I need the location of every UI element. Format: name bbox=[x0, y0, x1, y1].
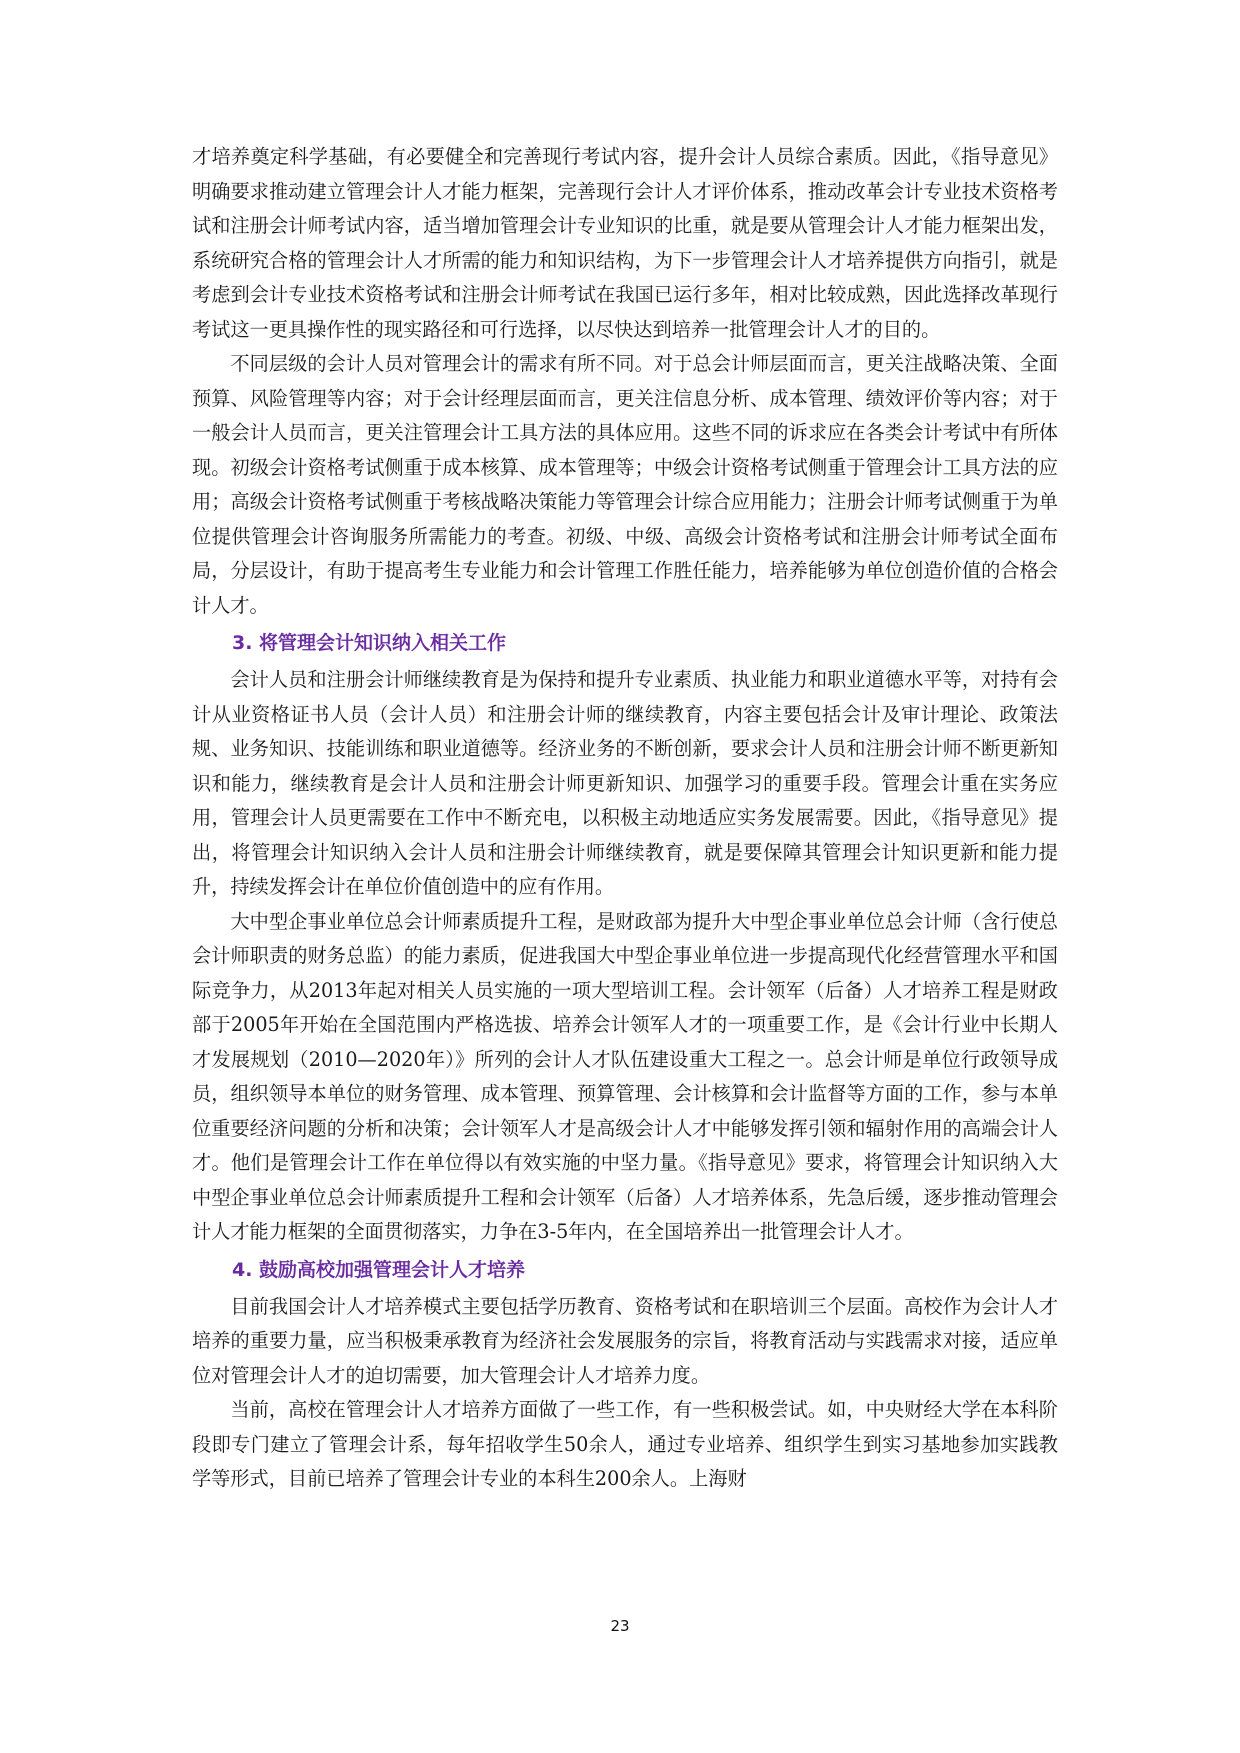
page-number: 23 bbox=[610, 1617, 630, 1635]
paragraph: 当前，高校在管理会计人才培养方面做了一些工作，有一些积极尝试。如，中央财经大学在本科阶段即专门建立了管理会计系，每年招收学生50余人，通过专业培养、组织学生到实习基地参加实践教学等形式，目前已培养了管理会计专业的本科生200余人。上海财 bbox=[192, 1398, 1058, 1490]
document-body bbox=[192, 140, 1058, 1497]
paragraph: 才培养奠定科学基础，有必要健全和完善现行考试内容，提升会计人员综合素质。因此，《指导意见》明确要求推动建立管理会计人才能力框架，完善现行会计人才评价体系，推动改革会计专业技术资格考试和注册会计师考试内容，适当增加管理会计专业知识的比重，就是要从管理会计人才能力框架出发，系统研究合格的管理会计人才所需的能力和知识结构，为下一步管理会计人才培养提供方向指引，就是考虑到会计专业技术资格考试和注册会计师考试在我国已运行多年，相对比较成熟，因此选择改革现行考试这一更具操作性的现实路径和可行选择，以尽快达到培养一批管理会计人才的目的。 bbox=[192, 145, 1058, 341]
paragraph: 会计人员和注册会计师继续教育是为保持和提升专业素质、执业能力和职业道德水平等，对持有会计从业资格证书人员（会计人员）和注册会计师的继续教育，内容主要包括会计及审计理论、政策法规、业务知识、技能训练和职业道德等。经济业务的不断创新，要求会计人员和注册会计师不断更新知识和能力，继续教育是会计人员和注册会计师更新知识、加强学习的重要手段。管理会计重在实务应用，管理会计人员更需要在工作中不断充电，以积极主动地适应实务发展需要。因此，《指导意见》提出，将管理会计知识纳入会计人员和注册会计师继续教育，就是要保障其管理会计知识更新和能力提升，持续发挥会计在单位价值创造中的应有作用。 bbox=[192, 668, 1058, 898]
section-heading: 4. 鼓励高校加强管理会计人才培养 bbox=[232, 1258, 526, 1281]
section-heading: 3. 将管理会计知识纳入相关工作 bbox=[232, 632, 507, 654]
paragraph: 大中型企事业单位总会计师素质提升工程，是财政部为提升大中型企事业单位总会计师（含行使总会计师职责的财务总监）的能力素质，促进我国大中型企事业单位进一步提高现代化经营管理水平和国际竞争力，从2013年起对相关人员实施的一项大型培训工程。会计领军（后备）人才培养工程是财政部于2005年开始在全国范围内严格选拔、培养会计领军人才的一项重要工作，是《会计行业中长期人才发展规划（2010—2020年）》所列的会计人才队伍建设重大工程之一。总会计师是单位行政领导成员，组织领导本单位的财务管理、成本管理、预算管理、会计核算和会计监督等方面的工作，参与本单位重要经济问题的分析和决策；会计领军人才是高级会计人才中能够发挥引领和辐射作用的高端会计人才。他们是管理会计工作在单位得以有效实施的中坚力量。《指导意见》要求，将管理会计知识纳入大中型企事业单位总会计师素质提升工程和会计领军（后备）人才培养体系，先急后缓，逐步推动管理会计人才能力框架的全面贯彻落实，力争在3-5年内，在全国培养出一批管理会计人才。 bbox=[192, 909, 1058, 1243]
paragraph: 目前我国会计人才培养模式主要包括学历教育、资格考试和在职培训三个层面。高校作为会计人才培养的重要力量，应当积极秉承教育为经济社会发展服务的宗旨，将教育活动与实践需求对接，适应单位对管理会计人才的迫切需要，加大管理会计人才培养力度。 bbox=[192, 1294, 1058, 1387]
paragraph: 不同层级的会计人员对管理会计的需求有所不同。对于总会计师层面而言，更关注战略决策、全面预算、风险管理等内容；对于会计经理层面而言，更关注信息分析、成本管理、绩效评价等内容；对于一般会计人员而言，更关注管理会计工具方法的具体应用。这些不同的诉求应在各类会计考试中有所体现。初级会计资格考试侧重于成本核算、成本管理等；中级会计资格考试侧重于管理会计工具方法的应用；高级会计资格考试侧重于考核战略决策能力等管理会计综合应用能力；注册会计师考试侧重于为单位提供管理会计咨询服务所需能力的考查。初级、中级、高级会计资格考试和注册会计师考试全面布局，分层设计，有助于提高考生专业能力和会计管理工作胜任能力，培养能够为单位创造价值的合格会计人才。 bbox=[192, 352, 1058, 617]
